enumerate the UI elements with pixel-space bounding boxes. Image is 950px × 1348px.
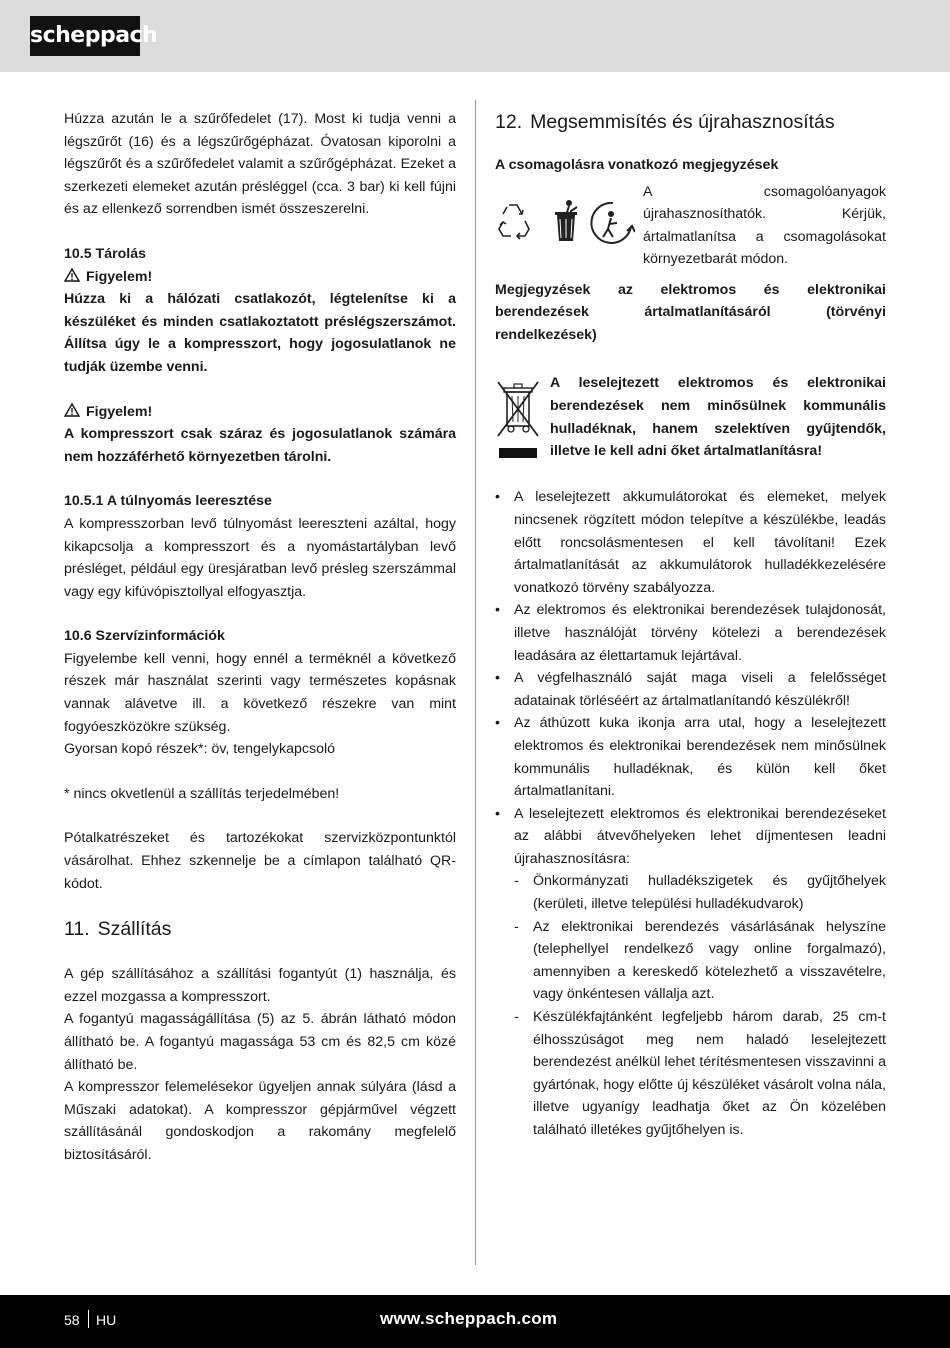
right-column [495, 108, 886, 1142]
recycle-person-icon [591, 203, 635, 243]
overpressure-release-text: A kompresszorban levő túlnyomást leereszteni azáltal, hogy kikapcsolja a kompresszort és a nyomástartályban levő présléget, például egy üresjáratban levő présleg szerszámmal vagy egy kifúvópisztollyal elfogyasztja. [64, 515, 456, 600]
list-item [495, 803, 886, 1142]
section-number: 12. [495, 111, 523, 133]
storage-warning-text: Húzza ki a hálózati csatlakozót, légtelenítse ki a készüléket és minden csatlakoztatott préslégszerszámot. Állítsa úgy le a kompresszort, hogy jogosulatlanok ne tudják üzembe venni. [64, 291, 456, 375]
warning-heading [64, 401, 456, 424]
packaging-recycling-text: A csomagolóanyagok újrahasznosíthatók. Kérjük, ártalmatlanítsa a csomagolásokat környezetbarát módon. [643, 183, 886, 268]
language-code: HU [96, 1312, 117, 1328]
collection-points-list [514, 870, 886, 1141]
list-item: • A végfelhasználó saját maga viseli a felelősséget adatainak törléséért az ártalmatlanítandó készülékről! [495, 667, 886, 712]
recycling-icons [495, 197, 635, 247]
weee-block [495, 376, 886, 486]
weee-notes-title: Megjegyzések az elektromos és elektronikai berendezések ártalmatlanításáról (törvényi rendelkezések) [495, 281, 886, 343]
service-info-text: Figyelembe kell venni, hogy ennél a terméknél a következő részek már használat szerinti vagy természetes kopásnak vannak alávetve ill. a következő részekre van mint fogyóeszközökre szükség. [64, 650, 456, 735]
spare-parts-text: Pótalkatrészeket és tartozékokat szervizközpontunktól vásárolhat. Ehhez szkennelje be a címlapon található QR-kódot. [64, 830, 456, 892]
footer-separator [88, 1310, 89, 1328]
website-link[interactable]: www.scheppach.com [380, 1309, 558, 1328]
filter-cleaning-text: Húzza azután le a szűrőfedelet (17). Most ki tudja venni a légszűrőt (16) és a légszűrőgépházat. Óvatosan kiporolni a légszűrőt és a szűrőfedelet valamit a szűrőgépházat. Ezeket a szerkezeti elemeket azután présléggel (cca. 3 bar) ki kell fújni és az ellenkező sorrendben ismét összeszerelni. [64, 111, 456, 218]
list-item: - Készülékfajtánként legfeljebb három darab, 25 cm-t élhosszúságot meg nem haladó leselejtezett berendezést anélkül lehet térítésmentesen visszavinni a gyártónak, hogy előtte új készüléket vásárolt volna nála, illetve ugyanígy leadhatja őket az Ön közelében található illetékes gyűjtőhelyen is. [514, 1006, 886, 1142]
transport-text-1: A gép szállításához a szállítási fogantyút (1) használja, és ezzel mozgassa a kompresszort. [64, 966, 456, 1005]
section-10-6-title: 10.6 Szervízinformációk [64, 628, 225, 645]
list-item-text: A leselejtezett elektromos és elektronikai berendezéseket az alábbi átvevőhelyeken lehet díjmentesen leadni újrahasznosításra: [514, 805, 886, 867]
crossed-out-bin-icon [495, 378, 541, 460]
packaging-notes-title: A csomagolásra vonatkozó megjegyzések [495, 157, 779, 173]
page-header [0, 0, 950, 72]
weee-disposal-text: A leselejtezett elektromos és elektronikai berendezések nem minősülnek kommunális hulladéknak, hanem szelektíven gyűjtendők, illetve le kell adni őket ártalmatlanításra! [550, 375, 886, 460]
section-title: Megsemmisítés és újrahasznosítás [530, 111, 835, 133]
column-divider [475, 100, 476, 1265]
scheppach-logo: scheppach [30, 16, 140, 56]
left-column [64, 108, 456, 1167]
dry-storage-warning-text: A kompresszort csak száraz és jogosulatlanok számára nem hozzáférhető környezetben tárolni. [64, 426, 456, 465]
weee-bullet-list [495, 486, 886, 1141]
recycle-arrows-icon [499, 205, 529, 239]
section-12-heading [495, 108, 886, 136]
warning-label: Figyelem! [86, 403, 153, 420]
section-11-heading [64, 915, 456, 943]
warning-triangle-icon [64, 403, 80, 417]
list-item: - Az elektronikai berendezés vásárlásának helyszíne (telephellyel rendelkező vagy online forgalmazó), amennyiben a kereskedő kötelezhető a visszavételre, vagy önkéntesen vállalja azt. [514, 916, 886, 1006]
packaging-block [495, 183, 886, 279]
section-number: 11. [64, 918, 90, 941]
trash-disposal-icon [555, 200, 577, 241]
list-item: • Az elektromos és elektronikai berendezések tulajdonosát, illetve használóját törvény kötelezi a berendezések leadására az élettartamuk lejártával. [495, 599, 886, 667]
section-10-5-title: 10.5 Tárolás [64, 245, 147, 262]
section-10-5-1-title: 10.5.1 A túlnyomás leeresztése [64, 493, 272, 510]
warning-triangle-icon [64, 268, 80, 282]
footnote-text: * nincs okvetlenül a szállítás terjedelmében! [64, 785, 340, 802]
list-item: • A leselejtezett akkumulátorokat és elemeket, melyek nincsenek rögzített módon telepítve a készülékbe, leadás előtt roncsolásmentesen el kell távolítani! Ezek ártalmatlanítását az akkumulátorok hulladékkezelésére vonatkozó törvény szabályozza. [495, 486, 886, 599]
warning-label: Figyelem! [86, 268, 153, 285]
transport-text-3: A kompresszor felemelésekor ügyeljen annak súlyára (lásd a Műszaki adatokat). A kompresszor gépjárművel végzett szállításánál gondoskodjon a rakomány megfelelő biztosításáról. [64, 1079, 456, 1163]
wear-parts-text: Gyorsan kopó részek*: öv, tengelykapcsoló [64, 741, 336, 758]
page-number: 58 [64, 1312, 80, 1328]
warning-heading [64, 266, 456, 289]
list-item: • Az áthúzott kuka ikonja arra utal, hogy a leselejtezett elektromos és elektronikai berendezések nem minősülnek kommunális hulladéknak, és külön kell őket ártalmatlanítani. [495, 712, 886, 802]
transport-text-2: A fogantyú magasságállítása (5) az 5. ábrán látható módon állítható be. A fogantyú magassága 53 cm és 82,5 cm közé állítható be. [64, 1011, 456, 1073]
list-item: - Önkormányzati hulladékszigetek és gyűjtőhelyek (kerületi, illetve települési hulladékudvarok) [514, 870, 886, 915]
section-title: Szállítás [97, 918, 172, 941]
page-footer [0, 1295, 950, 1348]
